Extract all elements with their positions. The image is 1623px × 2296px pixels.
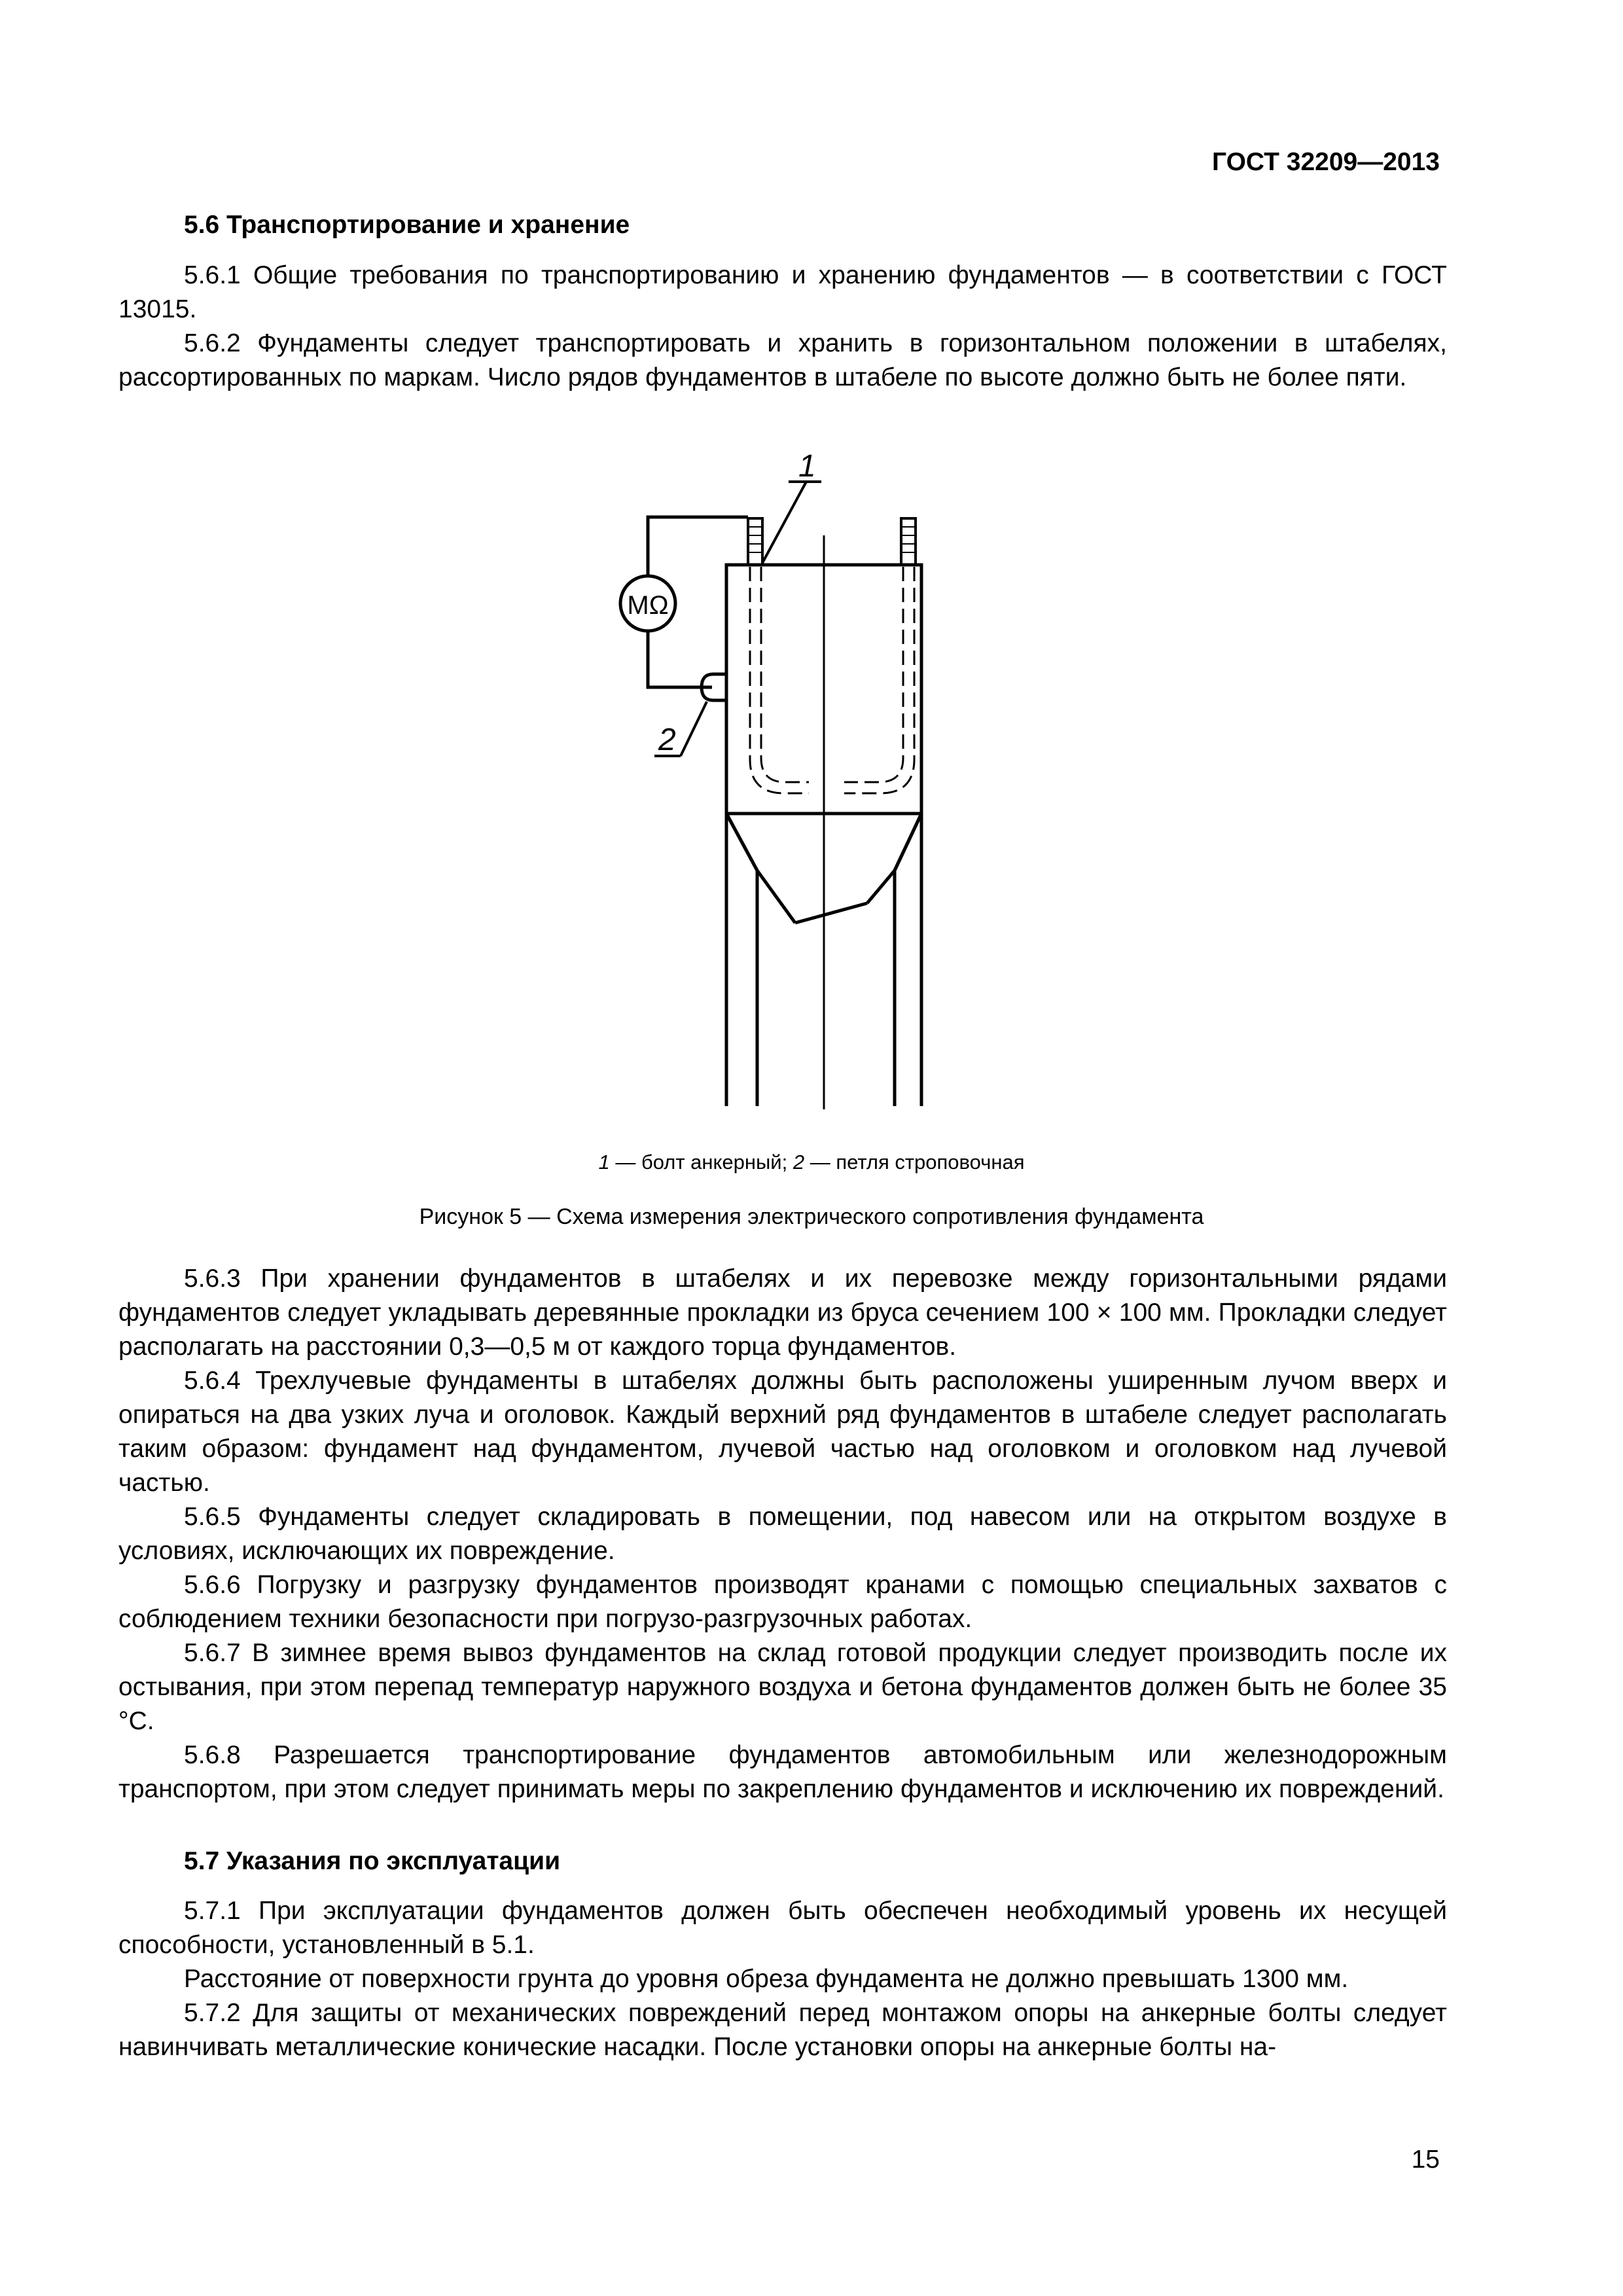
anchor-bolt-left-top xyxy=(748,518,762,565)
megohmmeter-label: MΩ xyxy=(627,591,669,620)
figure-caption: Рисунок 5 — Схема измерения электрического сопротивления фундамента xyxy=(419,1204,1204,1229)
transition-left xyxy=(726,814,795,923)
paragraph-5-6-3: 5.6.3 При хранении фундаментов в штабелях и их перевозке между горизонтальными рядами фундаментов следует укладывать деревянные прокладки из бруса сечением 100 × 100 мм. Прокладки следует располагать на расстоянии 0,3—0,5 м от каждого торца фундаментов. xyxy=(118,1265,1447,1361)
wire-top xyxy=(648,517,748,576)
paragraph-5-7-1-cont: Расстояние от поверхности грунта до уровня обреза фундамента не должно превышать 1300 мм. xyxy=(184,1965,1349,1993)
legend-text-2: — петля строповочная xyxy=(804,1151,1025,1174)
figure-legend xyxy=(0,1151,1623,1174)
megohmmeter xyxy=(620,576,675,631)
legend-text-1: — болт анкерный; xyxy=(609,1151,793,1174)
legend-num-1: 1 xyxy=(598,1151,610,1174)
page-number: 15 xyxy=(1411,2145,1440,2174)
paragraph-5-7-2: 5.7.2 Для защиты от механических повреждений перед монтажом опоры на анкерные болты следует навинчивать металлические конические насадки. После установки опоры на анкерные болты на- xyxy=(118,1999,1447,2061)
paragraph-5-6-2: 5.6.2 Фундаменты следует транспортировать и хранить в горизонтальном положении в штабелях, рассортированных по маркам. Число рядов фундаментов в штабеле по высоте должно быть не более пяти. xyxy=(118,329,1447,391)
paragraph-5-6-7: 5.6.7 В зимнее время вывоз фундаментов на склад готовой продукции следует производить после их остывания, при этом перепад температур наружного воздуха и бетона фундаментов должен быть не более 35 °С. xyxy=(118,1639,1447,1735)
paragraph-5-7-1: 5.7.1 При эксплуатации фундаментов должен быть обеспечен необходимый уровень их несущей способности, установленный в 5.1. xyxy=(118,1897,1447,1959)
leader-1 xyxy=(762,482,806,563)
anchor-bolt-left-hidden xyxy=(750,567,809,793)
wire-bottom xyxy=(648,631,712,687)
transition-right xyxy=(867,814,921,903)
lifting-loop xyxy=(702,674,726,700)
paragraph-5-6-4: 5.6.4 Трехлучевые фундаменты в штабелях должны быть расположены уширенным лучом вверх и опираться на два узких луча и оголовок. Каждый верхний ряд фундаментов в штабеле следует располагать таким образом: фундамент над фундаментом, лучевой частью над оголовком и оголовком над лучевой частью. xyxy=(118,1367,1447,1497)
legend-num-2: 2 xyxy=(793,1151,805,1174)
section-5-6-heading: 5.6 Транспортирование и хранение xyxy=(184,211,630,239)
leader-2 xyxy=(681,702,707,756)
figure-label-2: 2 xyxy=(658,723,676,757)
section-5-7-heading: 5.7 Указания по эксплуатации xyxy=(184,1847,561,1875)
figure-label-1: 1 xyxy=(798,449,816,484)
anchor-bolt-right-top xyxy=(901,518,916,565)
standard-header: ГОСТ 32209—2013 xyxy=(1212,148,1440,176)
paragraph-5-6-8: 5.6.8 Разрешается транспортирование фундаментов автомобильным или железнодорожным транспортом, при этом следует принимать меры по закреплению фундаментов и исключению их повреждений. xyxy=(118,1741,1447,1803)
paragraph-5-6-6: 5.6.6 Погрузку и разгрузку фундаментов производят кранами с помощью специальных захватов с соблюдением техники безопасности при погрузо-разгрузочных работах. xyxy=(118,1571,1447,1633)
anchor-bolt-right-hidden xyxy=(844,567,914,793)
paragraph-5-6-1: 5.6.1 Общие требования по транспортированию и хранению фундаментов — в соответствии с ГОСТ 13015. xyxy=(118,261,1447,323)
paragraph-5-6-5: 5.6.5 Фундаменты следует складировать в помещении, под навесом или на открытом воздухе в условиях, исключающих их повреждение. xyxy=(118,1503,1447,1565)
foundation-head xyxy=(726,565,921,814)
